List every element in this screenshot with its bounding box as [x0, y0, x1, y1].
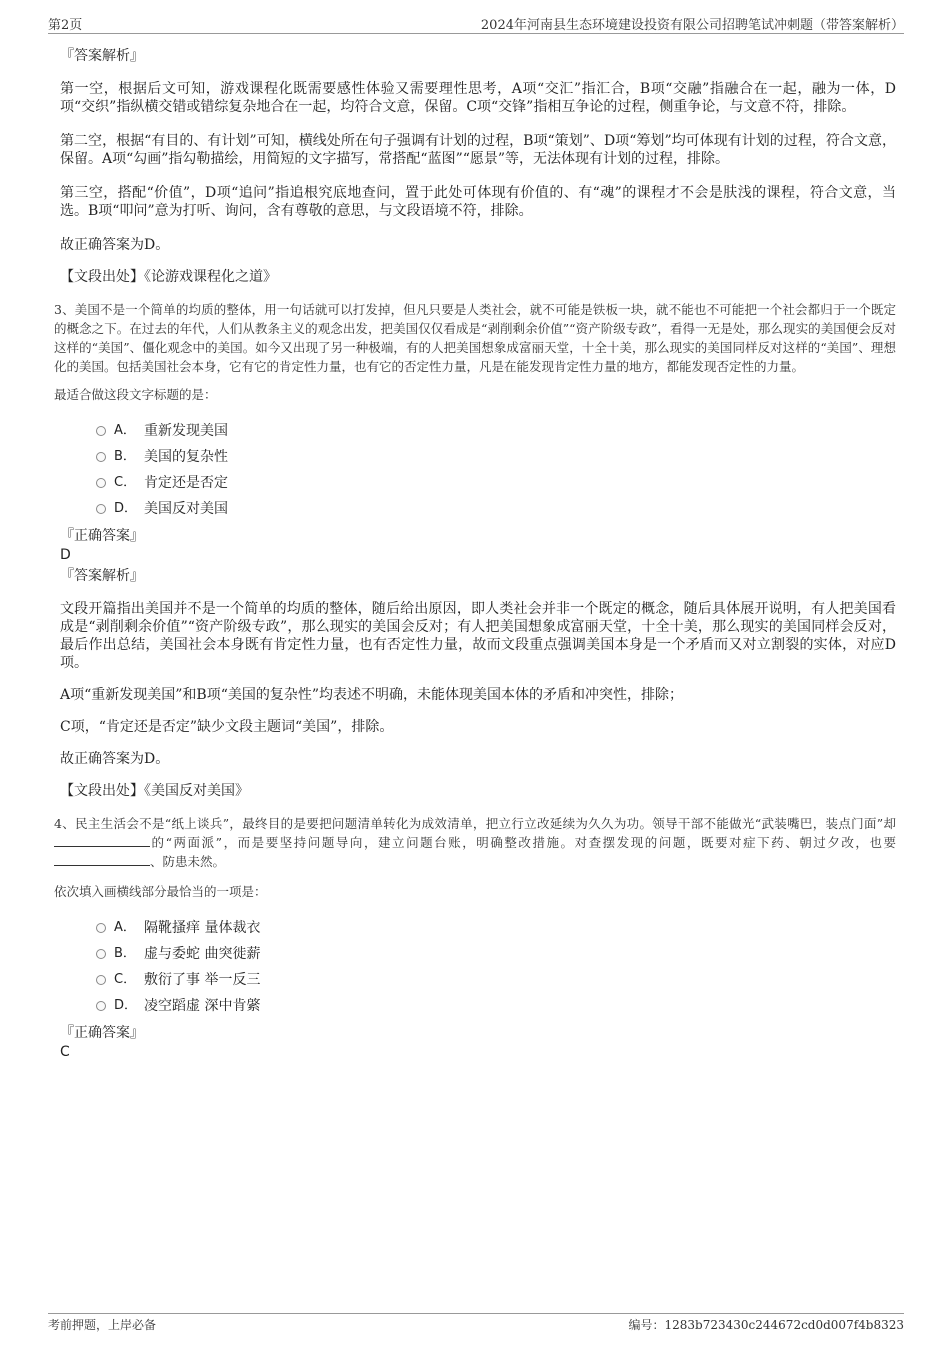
document-title: 2024年河南县生态环境建设投资有限公司招聘笔试冲刺题（带答案解析） [480, 18, 904, 33]
question-3-options [96, 418, 896, 522]
option-b[interactable]: B． 美国的复杂性 [96, 444, 896, 470]
radio-button[interactable] [96, 452, 106, 462]
fill-blank [54, 854, 150, 866]
option-a[interactable]: A． 隔靴搔痒 量体裁衣 [96, 915, 896, 941]
page-footer [48, 1313, 904, 1331]
question-3-stem: 3、美国不是一个简单的均质的整体，用一句话就可以打发掉，但凡只要是人类社会，就不可能是铁板一块，就不能也不可能把一个社会都归于一个既定的概念之下。在过去的年代，人们从教条主义的观念出发，把美国仅仅看成是“剥削剩余价值”“资产阶级专政”，看得一无是处，那么现实的美国便会反对这样的“美国”、僵化观念中的美国。如今又出现了另一种极端，有的人把美国想象成富丽天堂，十全十美，那么现实的美国同样反对这样的“美国”、理想化的美国。包括美国社会本身，它有它的肯定性力量，也有它的否定性力量，凡是在能发现肯定性力量的地方，都能发现否定性的力量。 [54, 302, 896, 374]
fill-blank [54, 835, 150, 847]
question-4-stem: 4、民主生活会不是“纸上谈兵”，最终目的是要把问题清单转化为成效清单，把立行立改延续为久久为功。领导干部不能做光“武装嘴巴，装点门面”却的“两面派”，而是要坚持问题导向，建立问题台账，明确整改措施。对查摆发现的问题，既要对症下药、朝过夕改，也要、防患未然。 [54, 816, 896, 869]
radio-button[interactable] [96, 426, 106, 436]
footer-slogan: 考前押题，上岸必备 [48, 1318, 157, 1332]
analysis-paragraph: 第一空，根据后文可知，游戏课程化既需要感性体验又需要理性思考，A项“交汇”指汇合，B项“交融”指融合在一起，融为一体，D项“交织”指纵横交错或错综复杂地合在一起，均符合文意，保留。C项“交锋”指相互争论的过程，侧重争论，与文意不符，排除。 [60, 81, 896, 115]
document-id: 编号：1283b723430c244672cd0d007f4b8323 [628, 1318, 904, 1332]
passage-source: 【文段出处】《美国反对美国》 [60, 783, 249, 799]
correct-answer-label: 『正确答案』 [60, 528, 144, 544]
correct-answer: D [60, 547, 71, 563]
option-d[interactable]: D． 凌空蹈虚 深中肯綮 [96, 993, 896, 1019]
question-4-options [96, 915, 896, 1019]
option-a[interactable]: A． 重新发现美国 [96, 418, 896, 444]
radio-button[interactable] [96, 949, 106, 959]
document-body [56, 46, 896, 1061]
analysis-paragraph: 第二空，根据“有目的、有计划”可知，横线处所在句子强调有计划的过程，B项“策划”、D项“筹划”均可体现有计划的过程，符合文意，保留。A项“勾画”指勾勒描绘，用简短的文字描写，常搭配“蓝图”“愿景”等，无法体现有计划的过程，排除。 [60, 133, 896, 167]
option-c[interactable]: C． 肯定还是否定 [96, 470, 896, 496]
correct-answer: C [60, 1044, 70, 1060]
analysis-paragraph: 第三空，搭配“价值”，D项“追问”指追根究底地查问，置于此处可体现有价值的、有“魂”的课程才不会是肤浅的课程，符合文意，当选。B项“叩问”意为打听、询问，含有尊敬的意思，与文段语境不符，排除。 [60, 185, 896, 219]
radio-button[interactable] [96, 975, 106, 985]
analysis-label: 『答案解析』 [60, 48, 144, 64]
page-header [48, 14, 904, 34]
question-4-prompt: 依次填入画横线部分最恰当的一项是： [54, 884, 267, 899]
option-d[interactable]: D． 美国反对美国 [96, 496, 896, 522]
radio-button[interactable] [96, 923, 106, 933]
option-c[interactable]: C． 敷衍了事 举一反三 [96, 967, 896, 993]
radio-button[interactable] [96, 504, 106, 514]
option-b[interactable]: B． 虚与委蛇 曲突徙薪 [96, 941, 896, 967]
analysis-label: 『答案解析』 [60, 568, 144, 584]
passage-source: 【文段出处】《论游戏课程化之道》 [60, 269, 277, 285]
question-3-prompt: 最适合做这段文字标题的是： [54, 387, 217, 402]
analysis-paragraph: 文段开篇指出美国并不是一个简单的均质的整体，随后给出原因，即人类社会并非一个既定的概念，随后具体展开说明，有人把美国看成是“剥削剩余价值”“资产阶级专政”，那么现实的美国会反对；有人把美国想象成富丽天堂，十全十美，那么现实的美国同样会反对，最后作出总结，美国社会本身既有肯定性力量，也有否定性力量，故而文段重点强调美国本身是一个矛盾而又对立割裂的实体，对应D项。 [60, 601, 896, 671]
radio-button[interactable] [96, 1001, 106, 1011]
correct-answer-label: 『正确答案』 [60, 1025, 144, 1041]
analysis-paragraph: A项“重新发现美国”和B项“美国的复杂性”均表述不明确，未能体现美国本体的矛盾和冲突性，排除； [60, 687, 684, 703]
analysis-conclusion: 故正确答案为D。 [60, 751, 170, 767]
analysis-paragraph: C项，“肯定还是否定”缺少文段主题词“美国”，排除。 [60, 719, 394, 735]
page-number: 第2页 [48, 18, 83, 33]
radio-button[interactable] [96, 478, 106, 488]
analysis-conclusion: 故正确答案为D。 [60, 237, 170, 253]
